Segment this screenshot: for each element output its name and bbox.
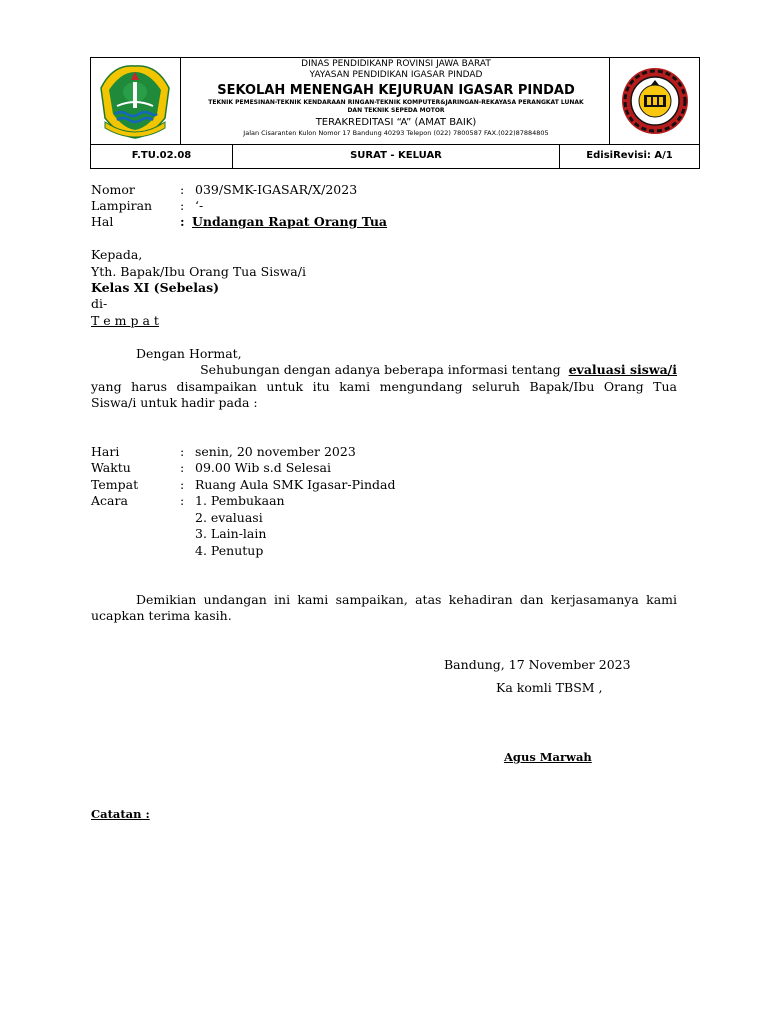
form-code: F.TU.02.08 — [91, 144, 233, 168]
hal-colon: : — [180, 214, 185, 229]
waktu-value: 09.00 Wib s.d Selesai — [195, 460, 331, 475]
paragraph-1-line-2: yang harus disampaikan untuk itu kami mengundang seluruh Bapak/Ibu Orang Tua — [91, 379, 677, 394]
paragraph-1-line-1 — [91, 362, 677, 379]
closing-line-1: Demikian undangan ini kami sampaikan, atas kehadiran dan kerjasamanya kami — [136, 592, 677, 607]
place-date: Bandung, 17 November 2023 — [444, 657, 631, 672]
signer-position: Ka komli TBSM , — [496, 680, 603, 695]
hari-label: Hari — [91, 444, 120, 459]
paragraph-1-emphasis: evaluasi siswa/i — [568, 362, 677, 377]
agenda-item: 2. evaluasi — [195, 510, 263, 525]
hal-value: Undangan Rapat Orang Tua — [192, 214, 388, 229]
school-name: SEKOLAH MENENGAH KEJURUAN IGASAR PINDAD — [217, 83, 575, 98]
tempat-value: Ruang Aula SMK Igasar-Pindad — [195, 477, 396, 492]
greeting: Dengan Hormat, — [136, 346, 242, 361]
school-gear-logo-icon — [610, 58, 699, 144]
recipient-di: di- — [91, 296, 108, 311]
programs-line-1: TEKNIK PEMESINAN-TEKNIK KENDARAAN RINGAN-TEKNIK KOMPUTER&JARINGAN-REKAYASA PERANGKAT LUNAK — [208, 99, 584, 106]
lampiran-colon: : — [180, 198, 185, 213]
agenda-item: 3. Lain-lain — [195, 526, 267, 541]
recipient-place: T e m p a t — [91, 313, 159, 328]
waktu-label: Waktu — [91, 460, 131, 475]
school-address: Jalan Cisaranten Kulon Nomor 17 Bandung 40293 Telepon (022) 7800587 FAX.(022)87884805 — [243, 129, 549, 137]
paragraph-1-text: Sehubungan dengan adanya beberapa informasi tentang — [200, 362, 561, 377]
agenda-item: 1. Pembukaan — [195, 493, 285, 508]
tempat-label: Tempat — [91, 477, 139, 492]
document-type: SURAT - KELUAR — [233, 144, 560, 168]
jawa-barat-emblem-icon — [91, 58, 180, 144]
lampiran-value: ‘- — [195, 198, 204, 213]
acara-label: Acara — [91, 493, 128, 508]
signer-name: Agus Marwah — [504, 750, 592, 764]
school-logo-cell — [609, 58, 699, 144]
acara-colon: : — [180, 493, 185, 508]
agenda-item: 4. Penutup — [195, 543, 264, 558]
hari-value: senin, 20 november 2023 — [195, 444, 356, 459]
waktu-colon: : — [180, 460, 185, 475]
programs-line-2: DAN TEKNIK SEPEDA MOTOR — [347, 107, 445, 114]
letterhead-text — [181, 58, 611, 144]
kepada: Kepada, — [91, 247, 143, 262]
letterhead-info-row — [91, 144, 699, 168]
accreditation: TERAKREDITASI “A” (AMAT BAIK) — [315, 117, 477, 128]
header-line-2: YAYASAN PENDIDIKAN IGASAR PINDAD — [309, 70, 483, 80]
jawa-barat-emblem-cell — [91, 58, 181, 144]
recipient-name: Yth. Bapak/Ibu Orang Tua Siswa/i — [91, 264, 306, 279]
nomor-colon: : — [180, 182, 185, 197]
paragraph-1-line-3: Siswa/i untuk hadir pada : — [91, 395, 258, 410]
lampiran-label: Lampiran — [91, 198, 153, 213]
notes-label: Catatan : — [91, 807, 150, 821]
tempat-colon: : — [180, 477, 185, 492]
letterhead — [90, 57, 700, 169]
hal-label: Hal — [91, 214, 114, 229]
header-line-1: DINAS PENDIDIKANP ROVINSI JAWA BARAT — [301, 59, 491, 69]
edition-revision: EdisiRevisi: A/1 — [586, 150, 673, 161]
hari-colon: : — [180, 444, 185, 459]
recipient-class: Kelas XI (Sebelas) — [91, 280, 220, 295]
nomor-value: 039/SMK-IGASAR/X/2023 — [195, 182, 358, 197]
nomor-label: Nomor — [91, 182, 135, 197]
closing-line-2: ucapkan terima kasih. — [91, 608, 232, 623]
letterhead-top-row — [91, 58, 699, 145]
